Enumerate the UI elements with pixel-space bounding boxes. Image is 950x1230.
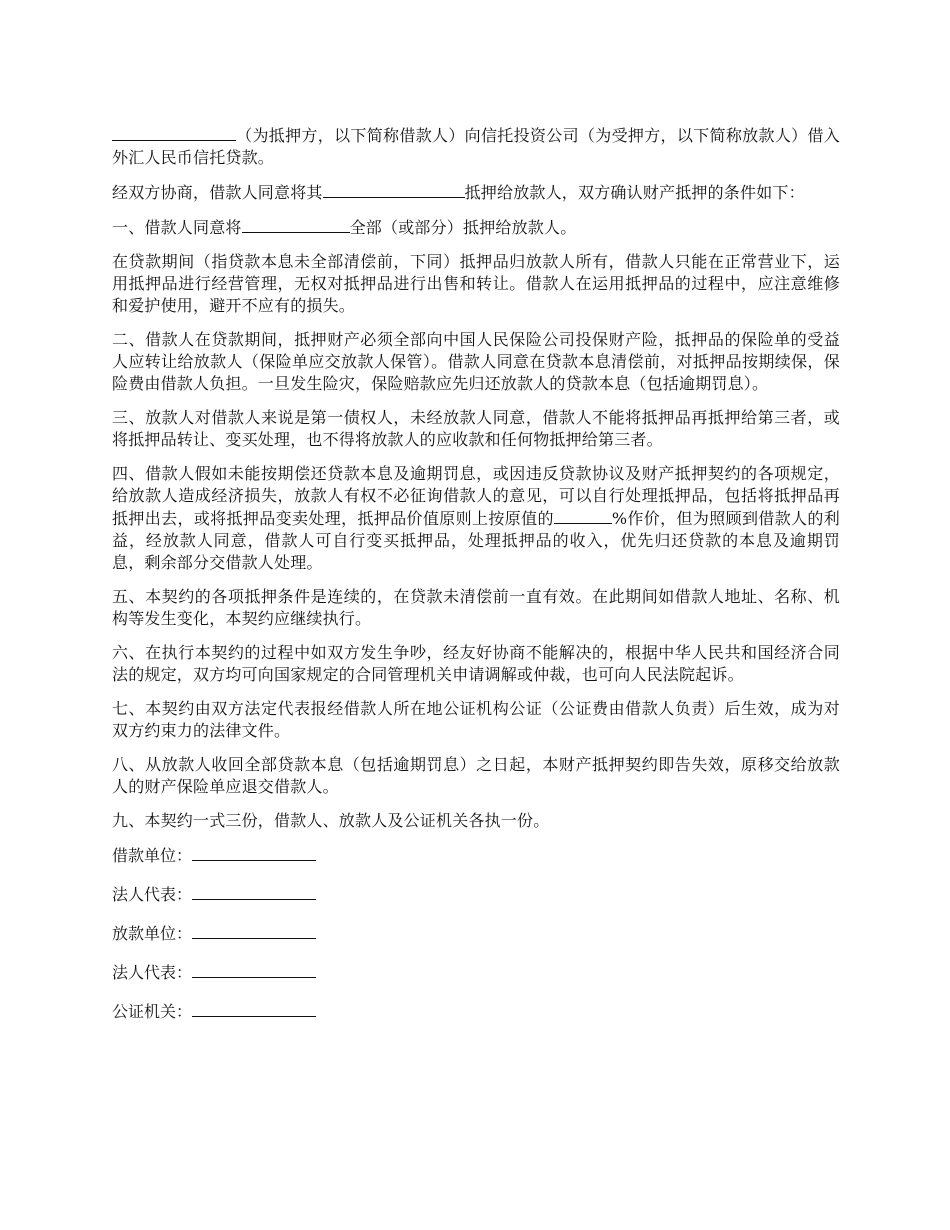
signature-lender-unit [112, 922, 840, 945]
signature-lender-unit-blank [192, 922, 316, 939]
clause-loan-period: 在贷款期间（指贷款本息未全部清偿前，下同）抵押品归放款人所有，借款人只能在正常营业下，运用抵押品进行经营管理，无权对抵押品进行出售和转让。借款人在运用抵押品的过程中，应注意维修和爱护使用，避开不应有的损失。 [112, 252, 840, 315]
clause-4-text-b: %作价，但为照顾到借款人的利益，经放款人同意，借款人可自行变买抵押品，处理抵押品的收入，优先归还贷款的本息及逾期罚息，剩余部分交借款人处理。 [112, 509, 840, 572]
signature-lender-unit-label: 放款单位： [112, 924, 193, 943]
signature-lender-rep [112, 961, 840, 984]
clause-1 [112, 216, 840, 239]
clause-2: 二、借款人在贷款期间，抵押财产必须全部向中国人民保险公司投保财产险，抵押品的保险单的受益人应转让给放款人（保险单应交放款人保管）。借款人同意在贷款本息清偿前，对抵押品按期续保，保险费由借款人负担。一旦发生险灾，保险赔款应先归还放款人的贷款本息（包括逾期罚息）。 [112, 330, 840, 393]
signature-notary [112, 1000, 840, 1023]
signature-borrower-rep [112, 883, 840, 906]
signature-notary-label: 公证机关： [112, 1002, 193, 1021]
clause-4-text-a: 四、借款人假如未能按期偿还贷款本息及逾期罚息，或因违反贷款协议及财产抵押契约的各项规定，给放款人造成经济损失，放款人有权不必征询借款人的意见，可以自行处理抵押品，包括将抵押品再抵押出去，或将抵押品变卖处理，抵押品价值原则上按原值的 [112, 464, 840, 528]
signature-notary-blank [192, 1000, 316, 1017]
signature-borrower-unit-label: 借款单位： [112, 846, 193, 865]
paragraph-agreement-text-a: 经双方协商，借款人同意将其 [112, 183, 323, 202]
clause-1-text-b: 全部（或部分）抵押给放款人。 [349, 218, 577, 237]
clause-3: 三、放款人对借款人来说是第一债权人，未经放款人同意，借款人不能将抵押品再抵押给第三者，或将抵押品转让、变买处理，也不得将放款人的应收款和任何物抵押给第三者。 [112, 408, 840, 449]
signature-lender-rep-blank [192, 961, 316, 978]
clause-1-text-a: 一、借款人同意将 [112, 218, 242, 237]
signature-lender-rep-label: 法人代表： [112, 963, 193, 982]
signature-borrower-rep-label: 法人代表： [112, 885, 193, 904]
paragraph-parties [112, 124, 840, 169]
clause-9: 九、本契约一式三份，借款人、放款人及公证机关各执一份。 [112, 811, 550, 830]
clause-5: 五、本契约的各项抵押条件是连续的，在贷款未清偿前一直有效。在此期间如借款人地址、名称、机构等发生变化，本契约应继续执行。 [112, 587, 840, 628]
contract-document [112, 124, 840, 1039]
clause-6: 六、在执行本契约的过程中如双方发生争吵，经友好协商不能解决的，根据中华人民共和国经济合同法的规定，双方均可向国家规定的合同管理机关申请调解或仲裁，也可向人民法院起诉。 [112, 643, 840, 684]
clause-1-blank [242, 216, 350, 233]
signature-borrower-unit [112, 844, 840, 867]
clause-8: 八、从放款人收回全部贷款本息（包括逾期罚息）之日起，本财产抵押契约即告失效，原移交给放款人的财产保险单应退交借款人。 [112, 755, 840, 796]
paragraph-agreement [112, 181, 840, 204]
paragraph-agreement-text-b: 抵押给放款人，双方确认财产抵押的条件如下： [464, 183, 805, 202]
percentage-blank [554, 507, 612, 524]
paragraph-parties-text: （为抵押方，以下简称借款人）向信托投资公司（为受押方，以下简称放款人）借入外汇人民币信托贷款。 [112, 126, 840, 167]
clause-4 [112, 463, 840, 574]
clause-7: 七、本契约由双方法定代表报经借款人所在地公证机构公证（公证费由借款人负责）后生效，成为对双方约束力的法律文件。 [112, 699, 840, 740]
collateral-blank [323, 181, 465, 198]
signature-borrower-rep-blank [192, 883, 316, 900]
signature-borrower-unit-blank [192, 844, 316, 861]
borrower-name-blank [112, 124, 236, 141]
